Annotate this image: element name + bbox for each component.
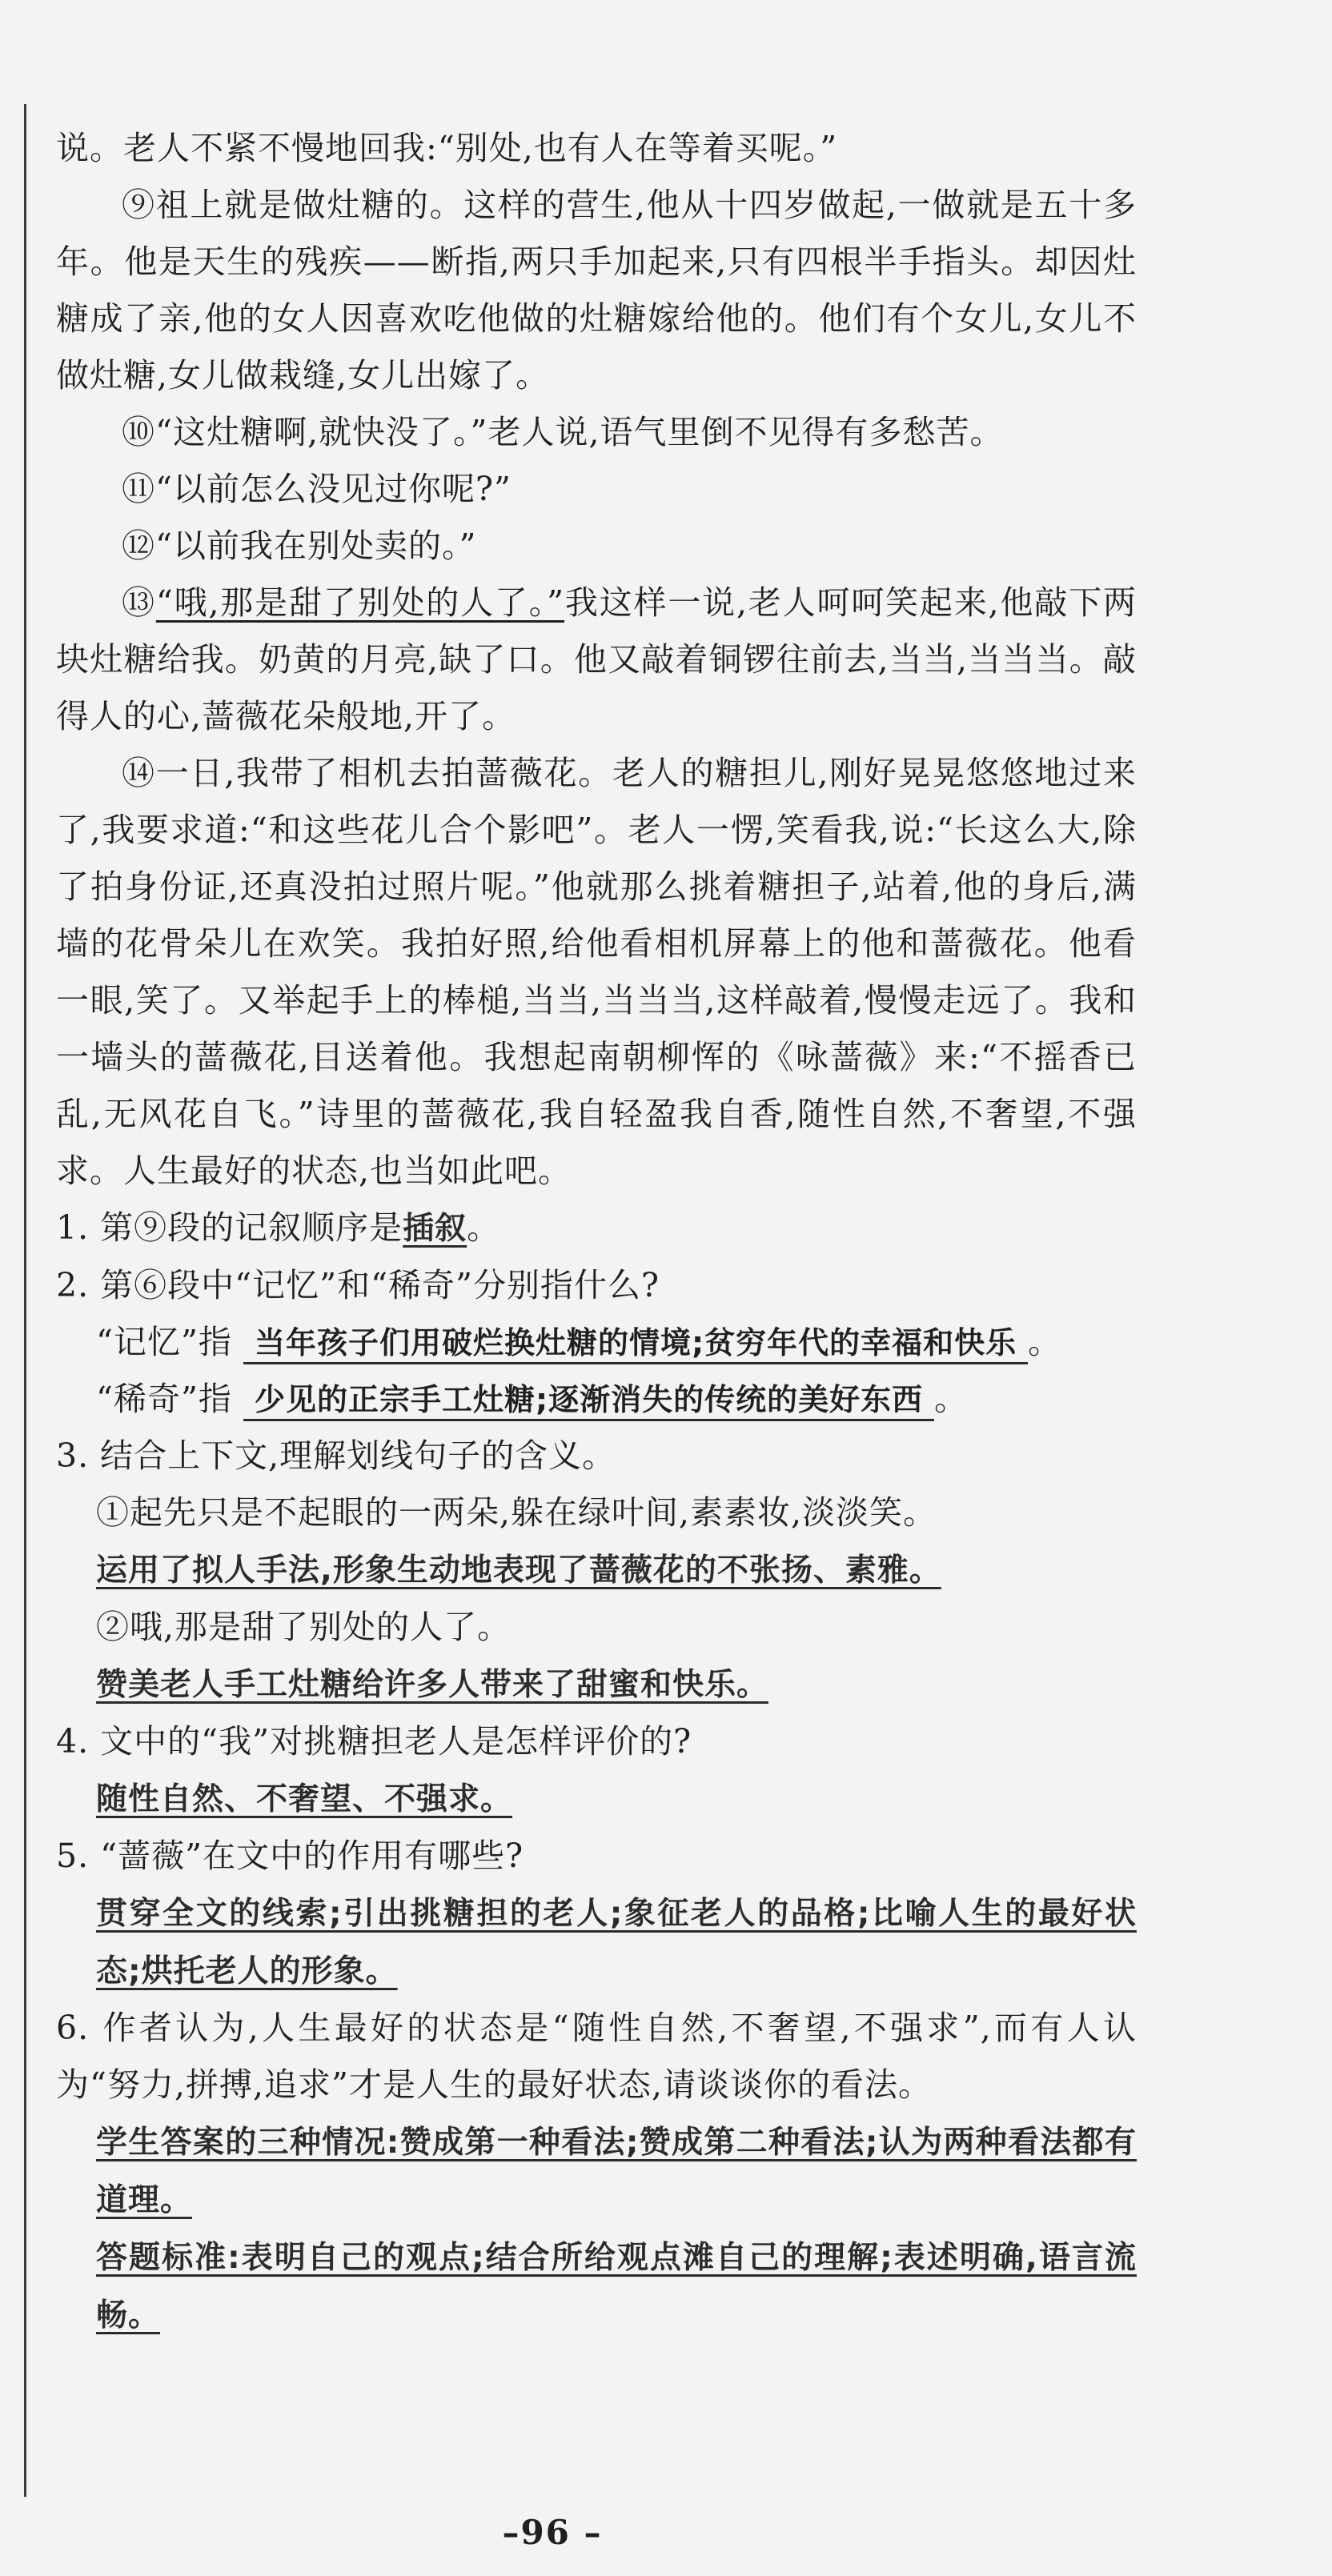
passage-paragraph-8-end: 说。老人不紧不慢地回我:“别处,也有人在等着买呢。”: [56, 129, 838, 167]
answer-text: 答题标准:表明自己的观点;结合所给观点滩自己的理解;表述明确,语言流畅。: [96, 2240, 1137, 2334]
answer-text: 插叙: [403, 1211, 467, 1247]
underlined-sentence: “哦,那是甜了别处的人了。”: [155, 583, 565, 622]
question-2-rare: [56, 1371, 1137, 1428]
question-3-answer-1: [56, 1541, 1137, 1599]
answer-text: 运用了拟人手法,形象生动地表现了蔷薇花的不张扬、素雅。: [96, 1552, 941, 1588]
answer-label: “稀奇”指: [96, 1380, 232, 1418]
answer-blank: 当年孩子们用破烂换灶糖的情境;贫穷年代的幸福和快乐: [243, 1324, 1028, 1364]
left-margin-rule: [24, 104, 26, 2497]
paragraph-number: ⑬: [122, 583, 156, 622]
page-number: –96 –: [502, 2513, 603, 2552]
passage-paragraph-13: [56, 575, 1137, 745]
answer-blank: 少见的正宗手工灶糖;逐渐消失的传统的美好东西: [243, 1380, 934, 1421]
question-5: 5. “蔷薇”在文中的作用有哪些?: [56, 1837, 524, 1875]
question-3-sentence-1: ①起先只是不起眼的一两朵,躲在绿叶间,素素妆,淡淡笑。: [96, 1493, 937, 1532]
question-5-answer: [56, 1885, 1137, 2000]
question-4-answer: [56, 1770, 1137, 1828]
question-6-answer-1: [56, 2113, 1137, 2229]
answer-text: 赞美老人手工灶糖给许多人带来了甜蜜和快乐。: [96, 1667, 769, 1703]
question-3-answer-2: [56, 1656, 1137, 1713]
question-2: 2. 第⑥段中“记忆”和“稀奇”分别指什么?: [56, 1266, 660, 1304]
question-3: 3. 结合上下文,理解划线句子的含义。: [56, 1436, 616, 1475]
question-3-sentence-2: ②哦,那是甜了别处的人了。: [96, 1608, 512, 1646]
question-1: [56, 1200, 1137, 1257]
question-4: 4. 文中的“我”对挑糖担老人是怎样评价的?: [56, 1722, 692, 1761]
question-prompt: 1. 第⑨段的记叙顺序是: [56, 1208, 403, 1247]
passage-paragraph-11: ⑪“以前怎么没见过你呢?”: [122, 470, 512, 508]
passage-paragraph-10: ⑩“这灶糖啊,就快没了。”老人说,语气里倒不见得有多愁苦。: [122, 413, 1004, 451]
answer-text: 贯穿全文的线索;引出挑糖担的老人;象征老人的品格;比喻人生的最好状态;烘托老人的形象。: [96, 1896, 1137, 1989]
passage-paragraph-9: ⑨祖上就是做灶糖的。这样的营生,他从十四岁做起,一做就是五十多年。他是天生的残疾——断指,两只手加起来,只有四根半手指头。却因灶糖成了亲,他的女人因喜欢吃他做的灶糖嫁给他的。他们有个女儿,女儿不做灶糖,女儿做栽缝,女儿出嫁了。: [56, 186, 1137, 395]
question-6-answer-2: [56, 2229, 1137, 2344]
punctuation: 。: [1028, 1323, 1062, 1361]
punctuation: 。: [934, 1380, 969, 1418]
answer-text: 随性自然、不奢望、不强求。: [96, 1781, 513, 1817]
question-2-memory: [56, 1314, 1137, 1371]
answer-label: “记忆”指: [96, 1323, 232, 1361]
answer-text: 学生答案的三种情况:赞成第一种看法;赞成第二种看法;认为两种看法都有道理。: [96, 2125, 1137, 2218]
paragraph-text: 我这样一说,老人呵呵笑起来,他敲下两块灶糖给我。奶黄的月亮,缺了口。他又敲着铜锣往前去,当当,当当当。敲得人的心,蔷薇花朵般地,开了。: [56, 583, 1137, 735]
passage-paragraph-14: ⑭一日,我带了相机去拍蔷薇花。老人的糖担儿,刚好晃晃悠悠地过来了,我要求道:“和这些花儿合个影吧”。老人一愣,笑看我,说:“长这么大,除了拍身份证,还真没拍过照片呢。”他就那么挑着糖担子,站着,他的身后,满墙的花骨朵儿在欢笑。我拍好照,给他看相机屏幕上的他和蔷薇花。他看一眼,笑了。又举起手上的棒槌,当当,当当当,这样敲着,慢慢走远了。我和一墙头的蔷薇花,目送着他。我想起南朝柳恽的《咏蔷薇》来:“不摇香已乱,无风花自飞。”诗里的蔷薇花,我自轻盈我自香,随性自然,不奢望,不强求。人生最好的状态,也当如此吧。: [56, 754, 1137, 1190]
punctuation: 。: [467, 1208, 501, 1247]
document-page: [56, 120, 1137, 2344]
question-6: 6. 作者认为,人生最好的状态是“随性自然,不奢望,不强求”,而有人认为“努力,拼搏,追求”才是人生的最好状态,请谈谈你的看法。: [56, 2009, 1137, 2104]
passage-paragraph-12: ⑫“以前我在别处卖的。”: [122, 527, 477, 565]
